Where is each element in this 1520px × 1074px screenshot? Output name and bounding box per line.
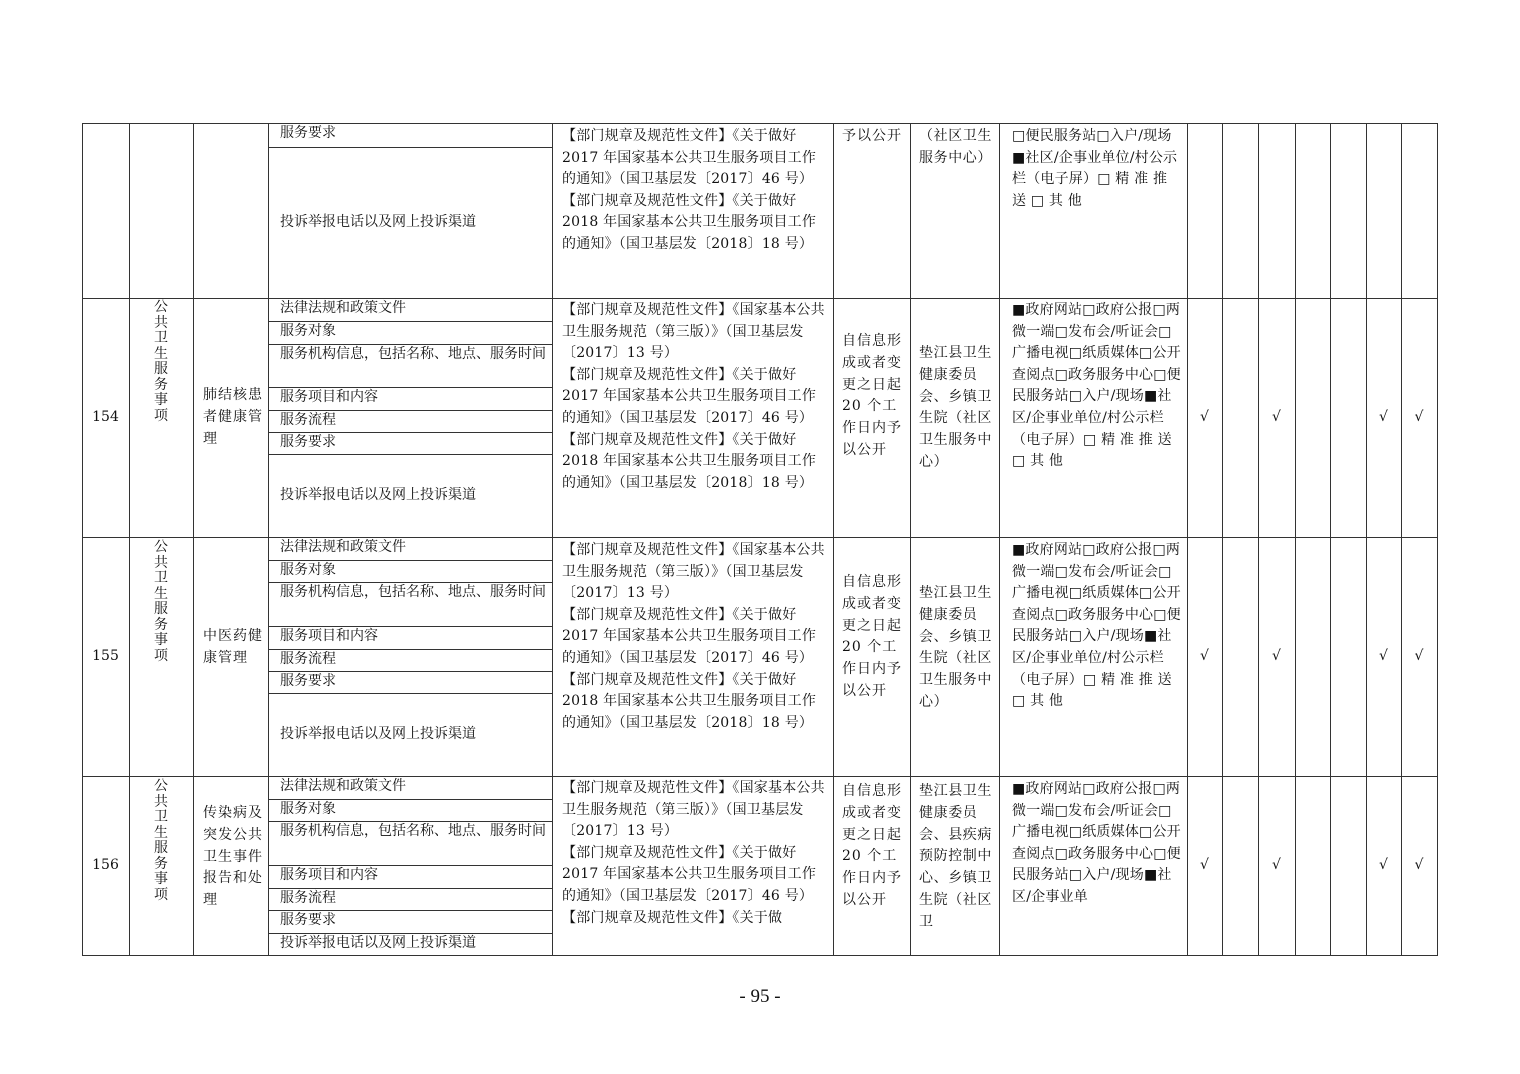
page-number: - 95 - [739, 986, 781, 1007]
content-item: 服务项目和内容 [280, 389, 378, 405]
row-basis: 【部门规章及规范性文件】《国家基本公共卫生服务规范（第三版）》（国卫基层发〔2017〕13 号） 【部门规章及规范性文件】《关于做好 2017 年国家基本公共卫生服务项目工作的通知》（国卫基层发〔2017〕46 号） 【部门规章及规范性文件】《关于做 [562, 780, 825, 926]
row-item: 传染病及突发公共卫生事件报告和处理 [203, 805, 263, 909]
content-item: 投诉举报电话以及网上投诉渠道 [280, 486, 476, 503]
table-rule [1401, 123, 1402, 955]
row-basis: 【部门规章及规范性文件】《国家基本公共卫生服务规范（第三版）》（国卫基层发〔2017〕13 号） 【部门规章及规范性文件】《关于做好 2017 年国家基本公共卫生服务项目工作的通知》（国卫基层发〔2017〕46 号） 【部门规章及规范性文件】《关于做好 2018 年国家基本公共卫生服务项目工作的通知》（国卫基层发〔2018〕18 号） [562, 542, 825, 731]
check-mark: √ [1414, 408, 1424, 425]
table-rule [82, 123, 83, 955]
row-timeframe: 予以公开 [842, 128, 902, 144]
content-item: 服务机构信息，包括名称、地点、服务时间 [280, 584, 546, 600]
content-item: 服务项目和内容 [280, 628, 378, 644]
content-item: 服务机构信息，包括名称、地点、服务时间 [280, 823, 546, 839]
table-rule [999, 123, 1000, 955]
check-mark: √ [1200, 408, 1209, 425]
row-item: 中医药健康管理 [203, 628, 263, 666]
row-subject: 垫江县卫生健康委员会、县疾病预防控制中心、乡镇卫生院（社区卫 [919, 783, 992, 930]
check-mark: √ [1200, 647, 1209, 664]
row-basis: 【部门规章及规范性文件】《国家基本公共卫生服务规范（第三版）》（国卫基层发〔2017〕13 号） 【部门规章及规范性文件】《关于做好 2017 年国家基本公共卫生服务项目工作的通知》（国卫基层发〔2017〕46 号） 【部门规章及规范性文件】《关于做好 2018 年国家基本公共卫生服务项目工作的通知》（国卫基层发〔2018〕18 号） [562, 302, 825, 491]
row-channel: ■政府网站□政府公报□两微一端□发布会/听证会□广播电视□纸质媒体□公开查阅点□政务服务中心□便民服务站□入户/现场■社区/企事业单位/村公示栏（电子屏）□ 精 准 推 送 □ 其 他 [1012, 542, 1181, 710]
check-mark: √ [1414, 647, 1424, 664]
check-mark: √ [1272, 647, 1281, 664]
row-timeframe: 自信息形成或者变更之日起 20 个工作日内予以公开 [842, 783, 902, 908]
content-item: 服务机构信息，包括名称、地点、服务时间 [280, 346, 546, 362]
row-subject: 垫江县卫生健康委员会、乡镇卫生院（社区卫生服务中心） [919, 345, 992, 470]
table-rule [268, 454, 552, 455]
table-rule [129, 123, 130, 955]
check-mark: √ [1272, 408, 1281, 425]
content-item: 法律法规和政策文件 [280, 539, 406, 555]
row-item: 肺结核患者健康管理 [203, 387, 263, 447]
row-category: 公共卫生服务事项 [154, 778, 168, 903]
table-rule [82, 955, 1438, 956]
table-rule [1330, 123, 1331, 955]
content-item: 服务对象 [280, 562, 336, 578]
table-rule [1258, 123, 1259, 955]
content-item: 法律法规和政策文件 [280, 778, 406, 794]
table-rule [1437, 123, 1438, 955]
content-item: 服务流程 [280, 890, 336, 906]
check-mark: √ [1272, 856, 1281, 873]
content-item: 服务要求 [280, 912, 336, 928]
table-rule [552, 123, 553, 955]
row-channel: ■政府网站□政府公报□两微一端□发布会/听证会□广播电视□纸质媒体□公开查阅点□政务服务中心□便民服务站□入户/现场■社区/企事业单 [1012, 781, 1181, 905]
content-item: 服务对象 [280, 323, 336, 339]
row-category: 公共卫生服务事项 [154, 539, 168, 664]
row-timeframe: 自信息形成或者变更之日起 20 个工作日内予以公开 [842, 574, 902, 699]
row-channel: ■政府网站□政府公报□两微一端□发布会/听证会□广播电视□纸质媒体□公开查阅点□政务服务中心□便民服务站□入户/现场■社区/企事业单位/村公示栏（电子屏）□ 精 准 推 送 □ 其 他 [1012, 302, 1181, 470]
content-item: 投诉举报电话以及网上投诉渠道 [280, 725, 476, 742]
table-rule [193, 123, 194, 955]
row-number: 154 [92, 408, 119, 425]
row-number: 156 [92, 856, 119, 873]
row-channel: □便民服务站□入户/现场■社区/企事业单位/村公示栏（电子屏）□ 精 准 推 送 □ 其 他 [1012, 128, 1178, 209]
table-rule [833, 123, 834, 955]
table-rule [1222, 123, 1223, 955]
content-item: 投诉举报电话以及网上投诉渠道 [280, 213, 476, 230]
check-mark: √ [1414, 856, 1424, 873]
table-rule [1295, 123, 1296, 955]
table-rule [1187, 123, 1188, 955]
row-subject: （社区卫生服务中心） [919, 128, 992, 166]
table-rule [268, 693, 552, 694]
check-mark: √ [1200, 856, 1209, 873]
content-item: 服务要求 [280, 125, 336, 141]
table-rule [268, 147, 552, 148]
row-category: 公共卫生服务事项 [154, 299, 168, 424]
check-mark: √ [1379, 856, 1388, 873]
check-mark: √ [1379, 647, 1388, 664]
content-item: 法律法规和政策文件 [280, 300, 406, 316]
row-subject: 垫江县卫生健康委员会、乡镇卫生院（社区卫生服务中心） [919, 585, 992, 710]
row-timeframe: 自信息形成或者变更之日起 20 个工作日内予以公开 [842, 333, 902, 458]
table-rule [268, 123, 269, 955]
row-basis: 【部门规章及规范性文件】《关于做好 2017 年国家基本公共卫生服务项目工作的通知》（国卫基层发〔2017〕46 号） 【部门规章及规范性文件】《关于做好 2018 年国家基本公共卫生服务项目工作的通知》（国卫基层发〔2018〕18 号） [562, 128, 817, 252]
content-item: 投诉举报电话以及网上投诉渠道 [280, 935, 476, 951]
table-rule [1366, 123, 1367, 955]
content-item: 服务要求 [280, 673, 336, 689]
content-item: 服务对象 [280, 801, 336, 817]
content-item: 服务流程 [280, 412, 336, 428]
content-item: 服务流程 [280, 651, 336, 667]
content-item: 服务要求 [280, 434, 336, 450]
table-rule [910, 123, 911, 955]
row-number: 155 [92, 647, 119, 664]
check-mark: √ [1379, 408, 1388, 425]
content-item: 服务项目和内容 [280, 867, 378, 883]
